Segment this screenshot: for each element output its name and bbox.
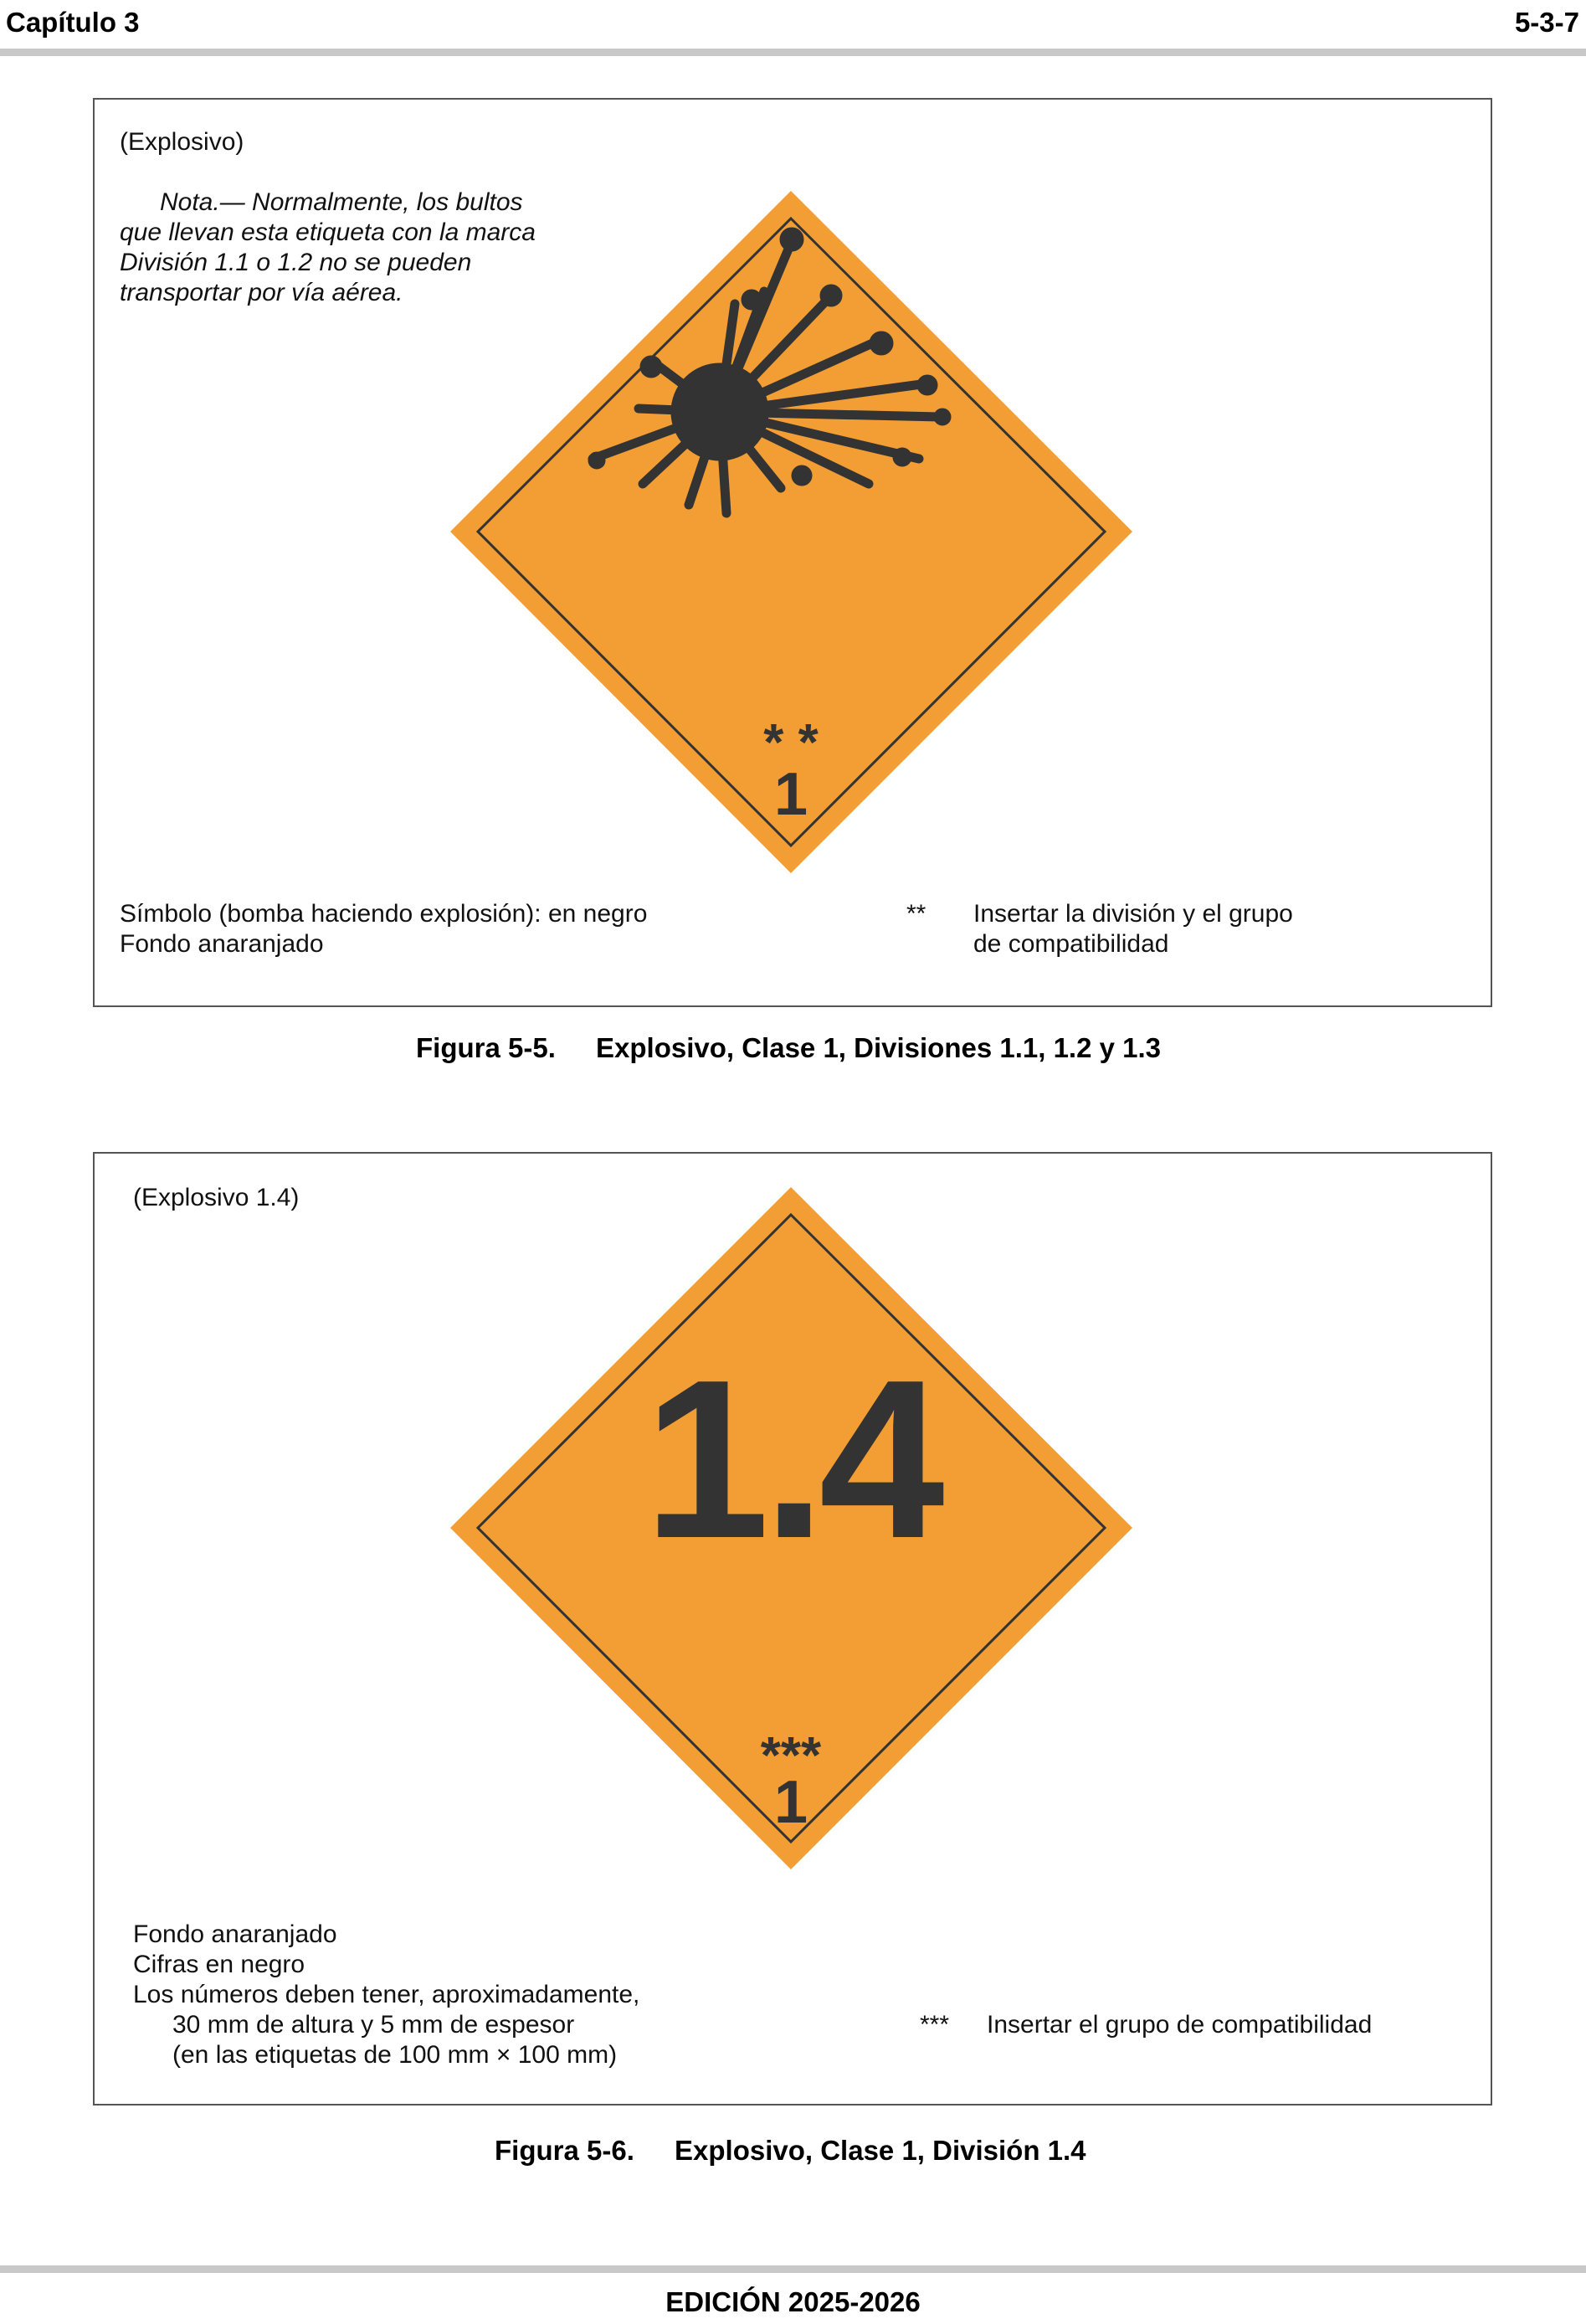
fig6-legend-marker: *** — [920, 2011, 950, 2039]
fig5-caption-text: Explosivo, Clase 1, Divisiones 1.1, 1.2 y 1.3 — [596, 1032, 1162, 1063]
page-number: 5-3-7 — [1514, 7, 1579, 38]
label-class-number: 1 — [773, 1769, 808, 1836]
label-stars: * * — [763, 714, 819, 772]
fig6-legend-line: (en las etiquetas de 100 mm × 100 mm) — [172, 2041, 618, 2069]
fig6-legend-left — [133, 1920, 639, 2070]
fig6-legend-right: Insertar el grupo de compatibilidad — [987, 2011, 1373, 2039]
fig5-legend-line: Símbolo (bomba haciendo explosión): en negro — [120, 900, 648, 928]
label-class-number: 1 — [773, 761, 808, 828]
fig5-note-line: División 1.1 o 1.2 no se pueden — [120, 249, 472, 276]
fig5-legend-line: de compatibilidad — [973, 930, 1169, 958]
chapter-title: Capítulo 3 — [6, 7, 140, 38]
fig5-legend-line: Fondo anaranjado — [120, 930, 324, 958]
edition-footer: EDICIÓN 2025-2026 — [665, 2286, 921, 2317]
fig6-heading: (Explosivo 1.4) — [133, 1184, 300, 1211]
fig6-caption-text: Explosivo, Clase 1, División 1.4 — [675, 2135, 1086, 2166]
fig6-legend-line: Fondo anaranjado — [133, 1920, 337, 1948]
label-stars: *** — [760, 1727, 822, 1785]
explosive-label-1-4-diamond — [450, 1187, 1132, 1869]
fig5-legend-right — [973, 899, 1293, 959]
fig5-note-line: transportar por vía aérea. — [120, 279, 403, 306]
fig6-legend-line: Cifras en negro — [133, 1951, 305, 1978]
fig5-note-line: que llevan esta etiqueta con la marca — [120, 219, 536, 246]
fig5-legend-left — [120, 899, 647, 959]
fig5-legend-marker: ** — [906, 900, 926, 928]
fig6-legend-line: 30 mm de altura y 5 mm de espesor — [172, 2011, 575, 2039]
label-division-number: 1.4 — [644, 1334, 938, 1586]
fig5-note-line: Nota.— Normalmente, los bultos — [160, 188, 523, 216]
fig6-legend-line: Los números deben tener, aproximadamente, — [133, 1981, 640, 2008]
fig5-heading: (Explosivo) — [120, 128, 244, 156]
explosive-label-1-diamond — [450, 191, 1132, 873]
fig6-caption-number: Figura 5-6. — [495, 2135, 634, 2166]
header-rule — [0, 49, 1586, 56]
fig5-legend-line: Insertar la división y el grupo — [973, 900, 1293, 928]
fig5-caption-number: Figura 5-5. — [416, 1032, 556, 1063]
footer-rule — [0, 2265, 1586, 2273]
